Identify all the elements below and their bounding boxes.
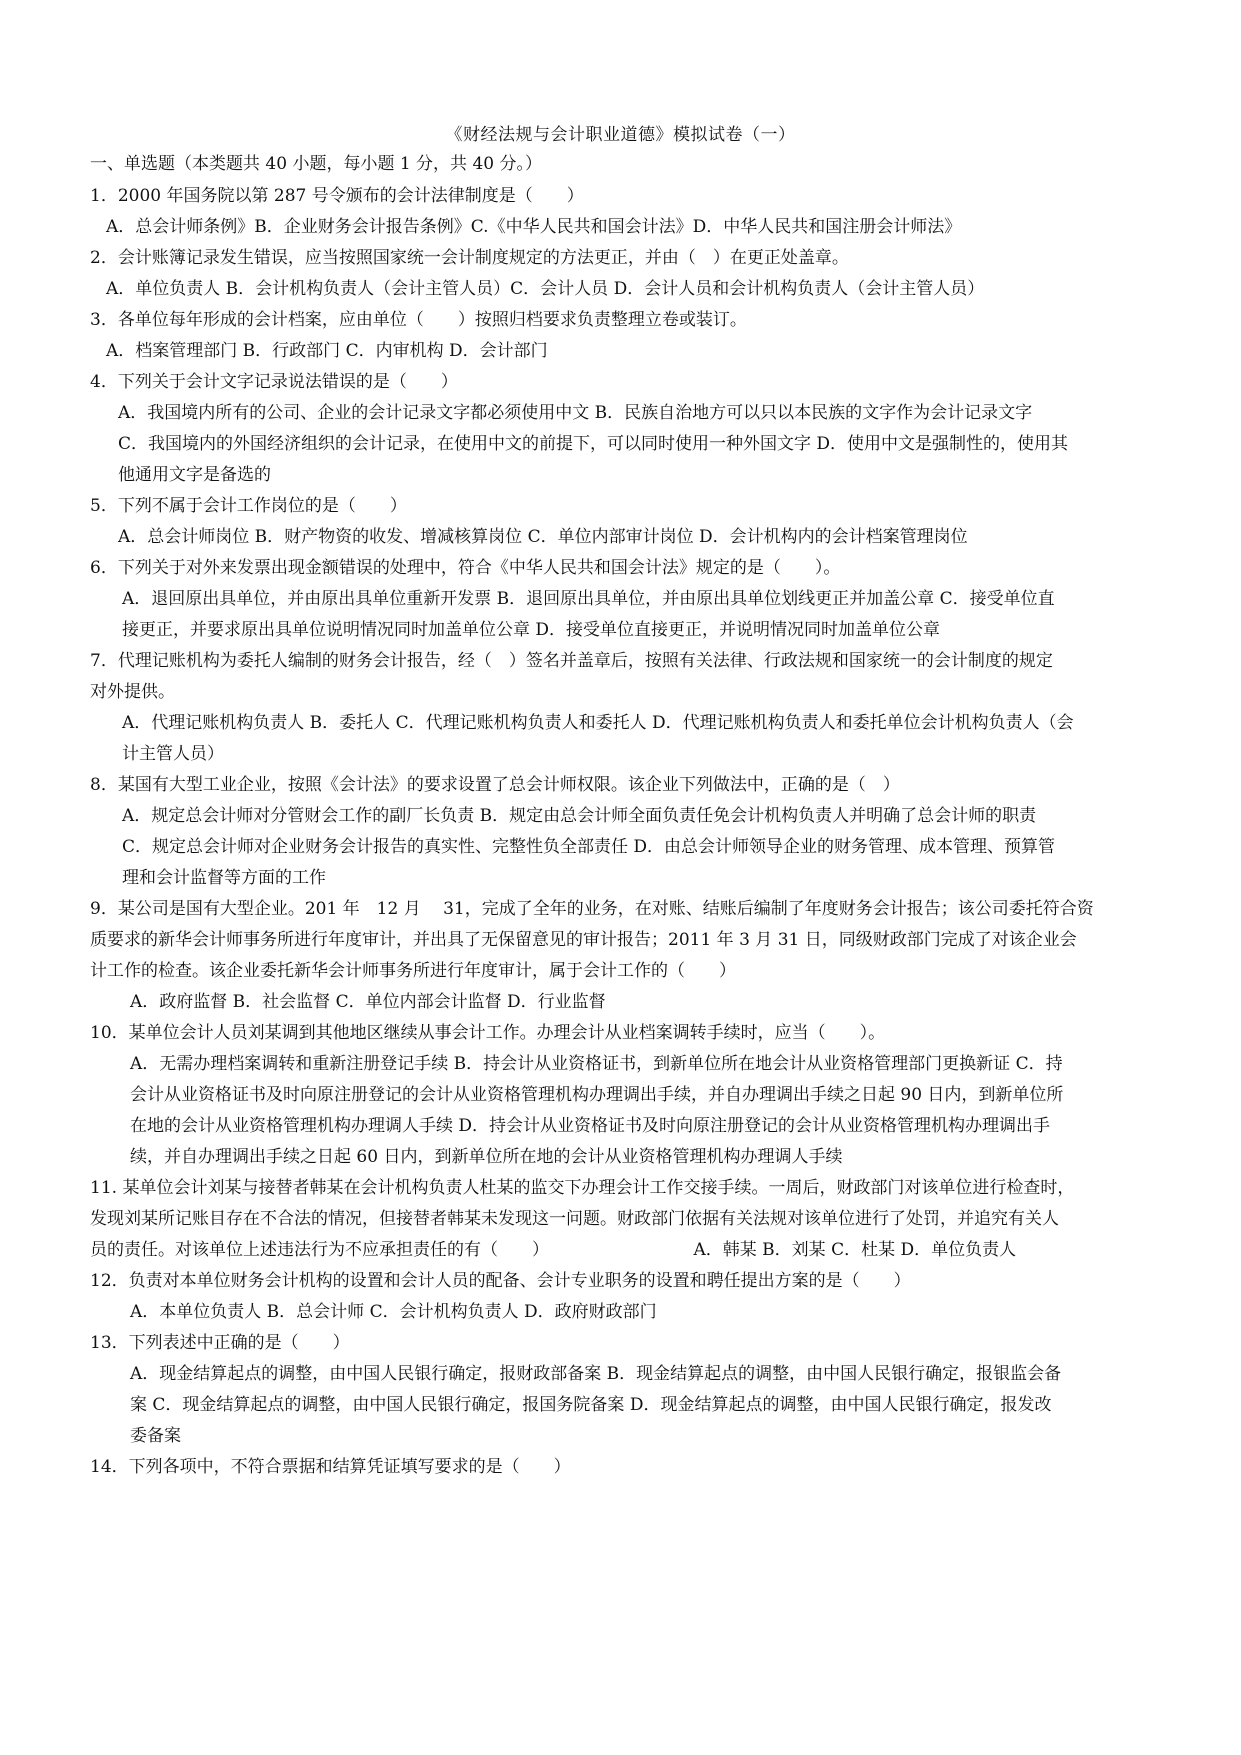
option-line: C．规定总会计师对企业财务会计报告的真实性、完整性负全部责任 D．由总会计师领导企业的财务管理、成本管理、预算管 [122,837,1056,857]
question-line: 4．下列关于会计文字记录说法错误的是（ ） [90,372,458,392]
question-line: 8．某国有大型工业企业，按照《会计法》的要求设置了总会计师权限。该企业下列做法中，正确的是（ ） [90,775,900,795]
option-line: A．总会计师条例》B．企业财务会计报告条例》C.《中华人民共和国会计法》D．中华人民共和国注册会计师法》 [106,217,962,237]
question-line: 质要求的新华会计师事务所进行年度审计，并出具了无保留意见的审计报告；2011 年 3 月 31 日，同级财政部门完成了对该企业会 [90,930,1077,950]
question-line: 11. 某单位会计刘某与接替者韩某在会计机构负责人杜某的监交下办理会计工作交接手续。一周后，财政部门对该单位进行检查时， [90,1178,1075,1198]
option-line: A．退回原出具单位，并由原出具单位重新开发票 B．退回原出具单位，并由原出具单位划线更正并加盖公章 C．接受单位直 [122,589,1055,609]
question-line: 6．下列关于对外来发票出现金额错误的处理中，符合《中华人民共和国会计法》规定的是（ ）。 [90,558,841,578]
section-heading: 一、单选题（本类题共 40 小题，每小题 1 分，共 40 分。） [90,154,543,174]
option-line: A．规定总会计师对分管财会工作的副厂长负责 B．规定由总会计师全面负责任免会计机构负责人并明确了总会计师的职责 [122,806,1037,826]
option-line: C．我国境内的外国经济组织的会计记录，在使用中文的前提下，可以同时使用一种外国文字 D．使用中文是强制性的，使用其 [118,434,1069,454]
question-line: 3．各单位每年形成的会计档案，应由单位（ ）按照归档要求负责整理立卷或装订。 [90,310,747,330]
page-title: 《财经法规与会计职业道德》模拟试卷（一） [445,125,796,145]
option-line: 续，并自办理调出手续之日起 60 日内，到新单位所在地的会计从业资格管理机构办理调人手续 [130,1147,843,1167]
option-line: 他通用文字是备选的 [118,465,271,485]
question-line: 对外提供。 [90,682,175,702]
option-line: 在地的会计从业资格管理机构办理调人手续 D．持会计从业资格证书及时向原注册登记的会计从业资格管理机构办理调出手 [130,1116,1051,1136]
option-line: A．单位负责人 B．会计机构负责人（会计主管人员）C．会计人员 D．会计人员和会计机构负责人（会计主管人员） [106,279,985,299]
question-line: 14．下列各项中，不符合票据和结算凭证填写要求的是（ ） [90,1457,571,1477]
option-line: 理和会计监督等方面的工作 [122,868,326,888]
option-line: A．我国境内所有的公司、企业的会计记录文字都必须使用中文 B．民族自治地方可以只以本民族的文字作为会计记录文字 [118,403,1033,423]
question-line: 5．下列不属于会计工作岗位的是（ ） [90,496,407,516]
question-line: 12．负责对本单位财务会计机构的设置和会计人员的配备、会计专业职务的设置和聘任提出方案的是（ ） [90,1271,911,1291]
question-line: 2．会计账簿记录发生错误，应当按照国家统一会计制度规定的方法更正，并由（ ）在更正处盖章。 [90,248,849,268]
option-line: 会计从业资格证书及时向原注册登记的会计从业资格管理机构办理调出手续，并自办理调出手续之日起 90 日内，到新单位所 [130,1085,1064,1105]
question-line: 7．代理记账机构为委托人编制的财务会计报告，经（ ）签名并盖章后，按照有关法律、行政法规和国家统一的会计制度的规定 [90,651,1053,671]
option-line: A．无需办理档案调转和重新注册登记手续 B．持会计从业资格证书，到新单位所在地会计从业资格管理部门更换新证 C．持 [130,1054,1063,1074]
option-line: A．本单位负责人 B．总会计师 C．会计机构负责人 D．政府财政部门 [130,1302,657,1322]
question-line: 13．下列表述中正确的是（ ） [90,1333,350,1353]
question-line: 9．某公司是国有大型企业。201 年 12 月 31，完成了全年的业务，在对账、结账后编制了年度财务会计报告；该公司委托符合资 [90,899,1094,919]
question-line: 10．某单位会计人员刘某调到其他地区继续从事会计工作。办理会计从业档案调转手续时，应当（ ）。 [90,1023,886,1043]
option-line: A．政府监督 B．社会监督 C．单位内部会计监督 D．行业监督 [130,992,606,1012]
option-line: A．档案管理部门 B．行政部门 C．内审机构 D．会计部门 [106,341,548,361]
option-line: A．总会计师岗位 B．财产物资的收发、增减核算岗位 C．单位内部审计岗位 D．会计机构内的会计档案管理岗位 [118,527,968,547]
question-line: 计工作的检查。该企业委托新华会计师事务所进行年度审计，属于会计工作的（ ） [90,961,736,981]
question-line: 员的责任。对该单位上述违法行为不应承担责任的有（ ） A．韩某 B．刘某 C．杜某 D．单位负责人 [90,1240,1017,1260]
option-line: 接更正，并要求原出具单位说明情况同时加盖单位公章 D．接受单位直接更正，并说明情况同时加盖单位公章 [122,620,941,640]
option-line: A．代理记账机构负责人 B．委托人 C．代理记账机构负责人和委托人 D．代理记账机构负责人和委托单位会计机构负责人（会 [122,713,1074,733]
option-line: 计主管人员） [122,744,224,764]
option-line: 委备案 [130,1426,181,1446]
question-line: 发现刘某所记账目存在不合法的情况，但接替者韩某未发现这一问题。财政部门依据有关法规对该单位进行了处罚，并追究有关人 [90,1209,1059,1229]
option-line: 案 C．现金结算起点的调整，由中国人民银行确定，报国务院备案 D．现金结算起点的调整，由中国人民银行确定，报发改 [130,1395,1052,1415]
question-line: 1．2000 年国务院以第 287 号令颁布的会计法律制度是（ ） [90,186,584,206]
option-line: A．现金结算起点的调整，由中国人民银行确定，报财政部备案 B．现金结算起点的调整，由中国人民银行确定，报银监会备 [130,1364,1062,1384]
